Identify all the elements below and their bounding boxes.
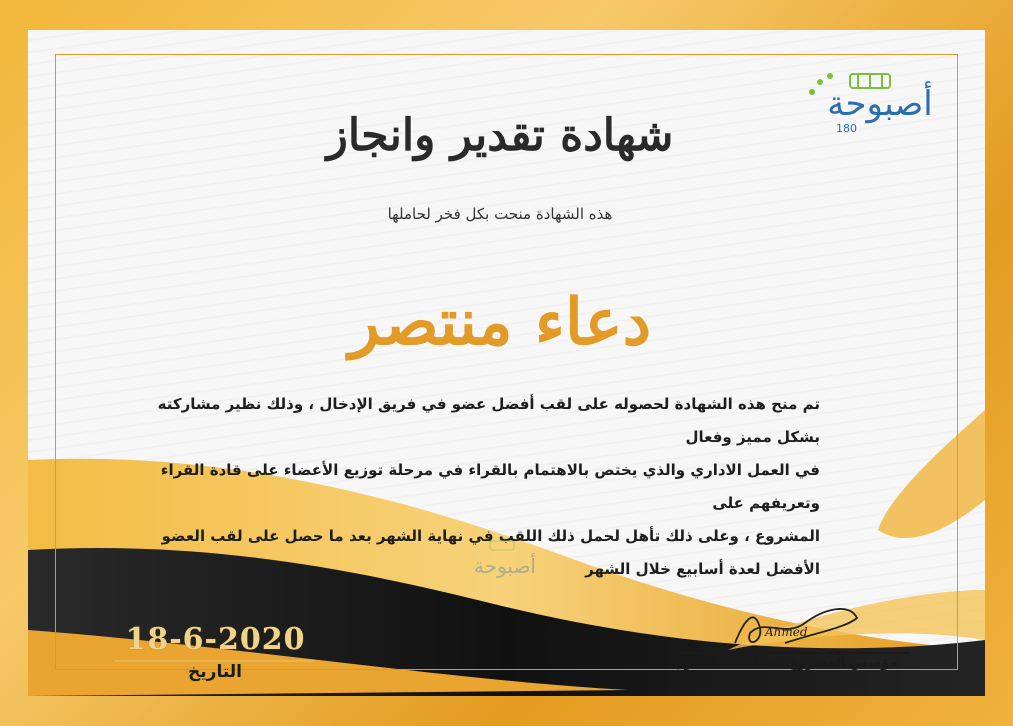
date-value: 18-6-2020 [125, 622, 306, 657]
recipient-name: دعاء منتصر [348, 285, 652, 360]
body-line: تم منح هذه الشهادة لحصوله على لقب أفضل عضو في فريق الإدخال ، وذلك نظير مشاركته بشكل مميز وفعال [157, 395, 820, 446]
signatory-label: مؤسس المشروع : د. أحمد الشمري [672, 656, 898, 671]
date-label: التاريخ [188, 662, 242, 682]
body-line: الأفضل لعدة أسابيع خلال الشهر [585, 560, 820, 578]
certificate-title: شهادة تقدير وانجاز [326, 110, 674, 161]
signature-rule [680, 652, 910, 654]
body-line: في العمل الاداري والذي يختص بالاهتمام بالقراء في مرحلة توزيع الأعضاء على قادة القراء وتعريفهم على [160, 461, 820, 512]
logo [800, 60, 960, 144]
certificate-subtitle: هذه الشهادة منحت بكل فخر لحاملها [387, 205, 613, 223]
logo-watermark [460, 535, 550, 589]
logo-number: 180 [836, 122, 857, 135]
watermark-text: أصبوحة [474, 554, 536, 578]
body-line: المشروع ، وعلى ذلك تأهل لحمل ذلك اللقب في نهاية الشهر بعد ما حصل على لقب العضو [161, 527, 820, 545]
signature-text: Ahmed [765, 625, 808, 639]
logo-text: أصبوحة [827, 84, 933, 124]
